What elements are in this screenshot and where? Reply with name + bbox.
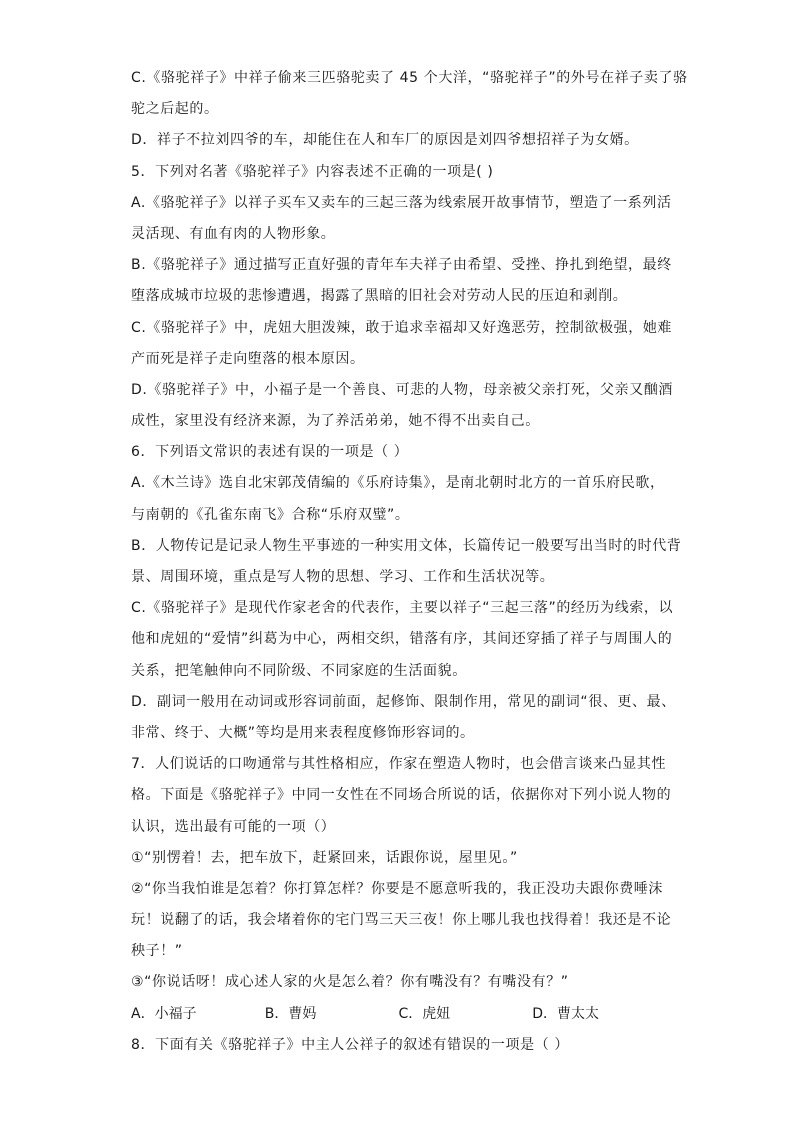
text-line: 灵活现、有血有肉的人物形象。 [131,225,336,242]
option-c: C．虎妞 [398,1005,451,1022]
quote-line: ①“别愣着！去，把车放下，赶紧回来，话跟你说，屋里见。” [131,849,518,866]
option-a: A．小福子 [131,1005,197,1022]
document-page [131,63,688,1061]
text-line: B.《骆驼祥子》通过描写正直好强的青年车夫祥子由希望、受挫、挣扎到绝望，最终 [131,257,672,274]
text-line: 景、周围环境，重点是写人物的思想、学习、工作和生活状况等。 [131,569,555,585]
text-line: A.《骆驼祥子》以祥子买车又卖车的三起三落为线索展开故事情节，塑造了一系列活 [131,194,672,211]
text-line: 认识，选出最有可能的一项（） [131,818,336,835]
text-line: C.《骆驼祥子》中祥子偷来三匹骆驼卖了 45 个大洋，“骆驼祥子”的外号在祥子卖了骆 [131,70,688,86]
question-7-stem: 7．人们说话的口吻通常与其性格相应，作家在塑造人物时，也会借言谈来凸显其性 [131,756,667,773]
text-line: D．副词一般用在动词或形容词前面，起修饰、限制作用，常见的副词“很、更、最、 [131,693,676,710]
text-line: 堕落成城市垃圾的悲惨遭遇，揭露了黑暗的旧社会对劳动人民的压迫和剥削。 [131,288,628,305]
option-d: D．曹太太 [532,1005,600,1022]
text-line: 成性，家里没有经济来源，为了养活弟弟，她不得不出卖自己。 [131,413,540,430]
text-line: D．祥子不拉刘四爷的车，却能住在人和车厂的原因是刘四爷想招祥子为女婿。 [131,132,639,149]
text-line: 关系，把笔触伸向不同阶级、不同家庭的生活面貌。 [131,662,467,679]
answer-options [131,999,666,1030]
text-line: 他和虎妞的“爱情”纠葛为中心，两相交织，错落有序，其间还穿插了祥子与周围人的 [131,631,673,648]
quote-line: ②“你当我怕谁是怎着？你打算怎样？你要是不愿意听我的，我正没功夫跟你费唾沫 [131,880,664,897]
text-line: 产而死是祥子走向堕落的根本原因。 [131,350,365,367]
text-line: A.《木兰诗》选自北宋郭茂倩编的《乐府诗集》，是南北朝时北方的一首乐府民歌， [131,475,665,492]
question-5-stem: 5．下列对名著《骆驼祥子》内容表述不正确的一项是( ) [131,163,494,180]
question-8-stem: 8．下面有关《骆驼祥子》中主人公祥子的叙述有错误的一项是（ ） [131,1036,569,1053]
quote-line: ③“你说话呀！成心述人家的火是怎么着？你有嘴没有？有嘴没有？” [131,974,569,991]
text-line: B．人物传记是记录人物生平事迹的一种实用文体，长篇传记一般要写出当时的时代背 [131,537,682,554]
question-6-stem: 6．下列语文常识的表述有误的一项是（ ） [131,444,409,461]
text-line: 非常、终于、大概”等均是用来表程度修饰形容词的。 [131,724,475,741]
option-b: B．曹妈 [264,1005,317,1022]
text-line: 格。下面是《骆驼祥子》中同一女性在不同场合所说的话，依据你对下列小说人物的 [131,787,672,804]
text-line: 驼之后起的。 [131,101,219,118]
text-line: C.《骆驼祥子》是现代作家老舍的代表作，主要以祥子“三起三落”的经历为线索，以 [131,600,674,617]
text-line: D.《骆驼祥子》中，小福子是一个善良、可悲的人物，母亲被父亲打死，父亲又酗酒 [131,381,674,398]
quote-line: 玩！说翻了的话，我会堵着你的宅门骂三天三夜！你上哪儿我也找得着！我还是不论 [131,912,672,929]
quote-line: 秧子！” [131,943,183,960]
text-line: C.《骆驼祥子》中，虎妞大胆泼辣，敢于追求幸福却又好逸恶劳，控制欲极强，她难 [131,319,673,336]
text-line: 与南朝的《孔雀东南飞》合称“乐府双璧”。 [131,506,410,523]
